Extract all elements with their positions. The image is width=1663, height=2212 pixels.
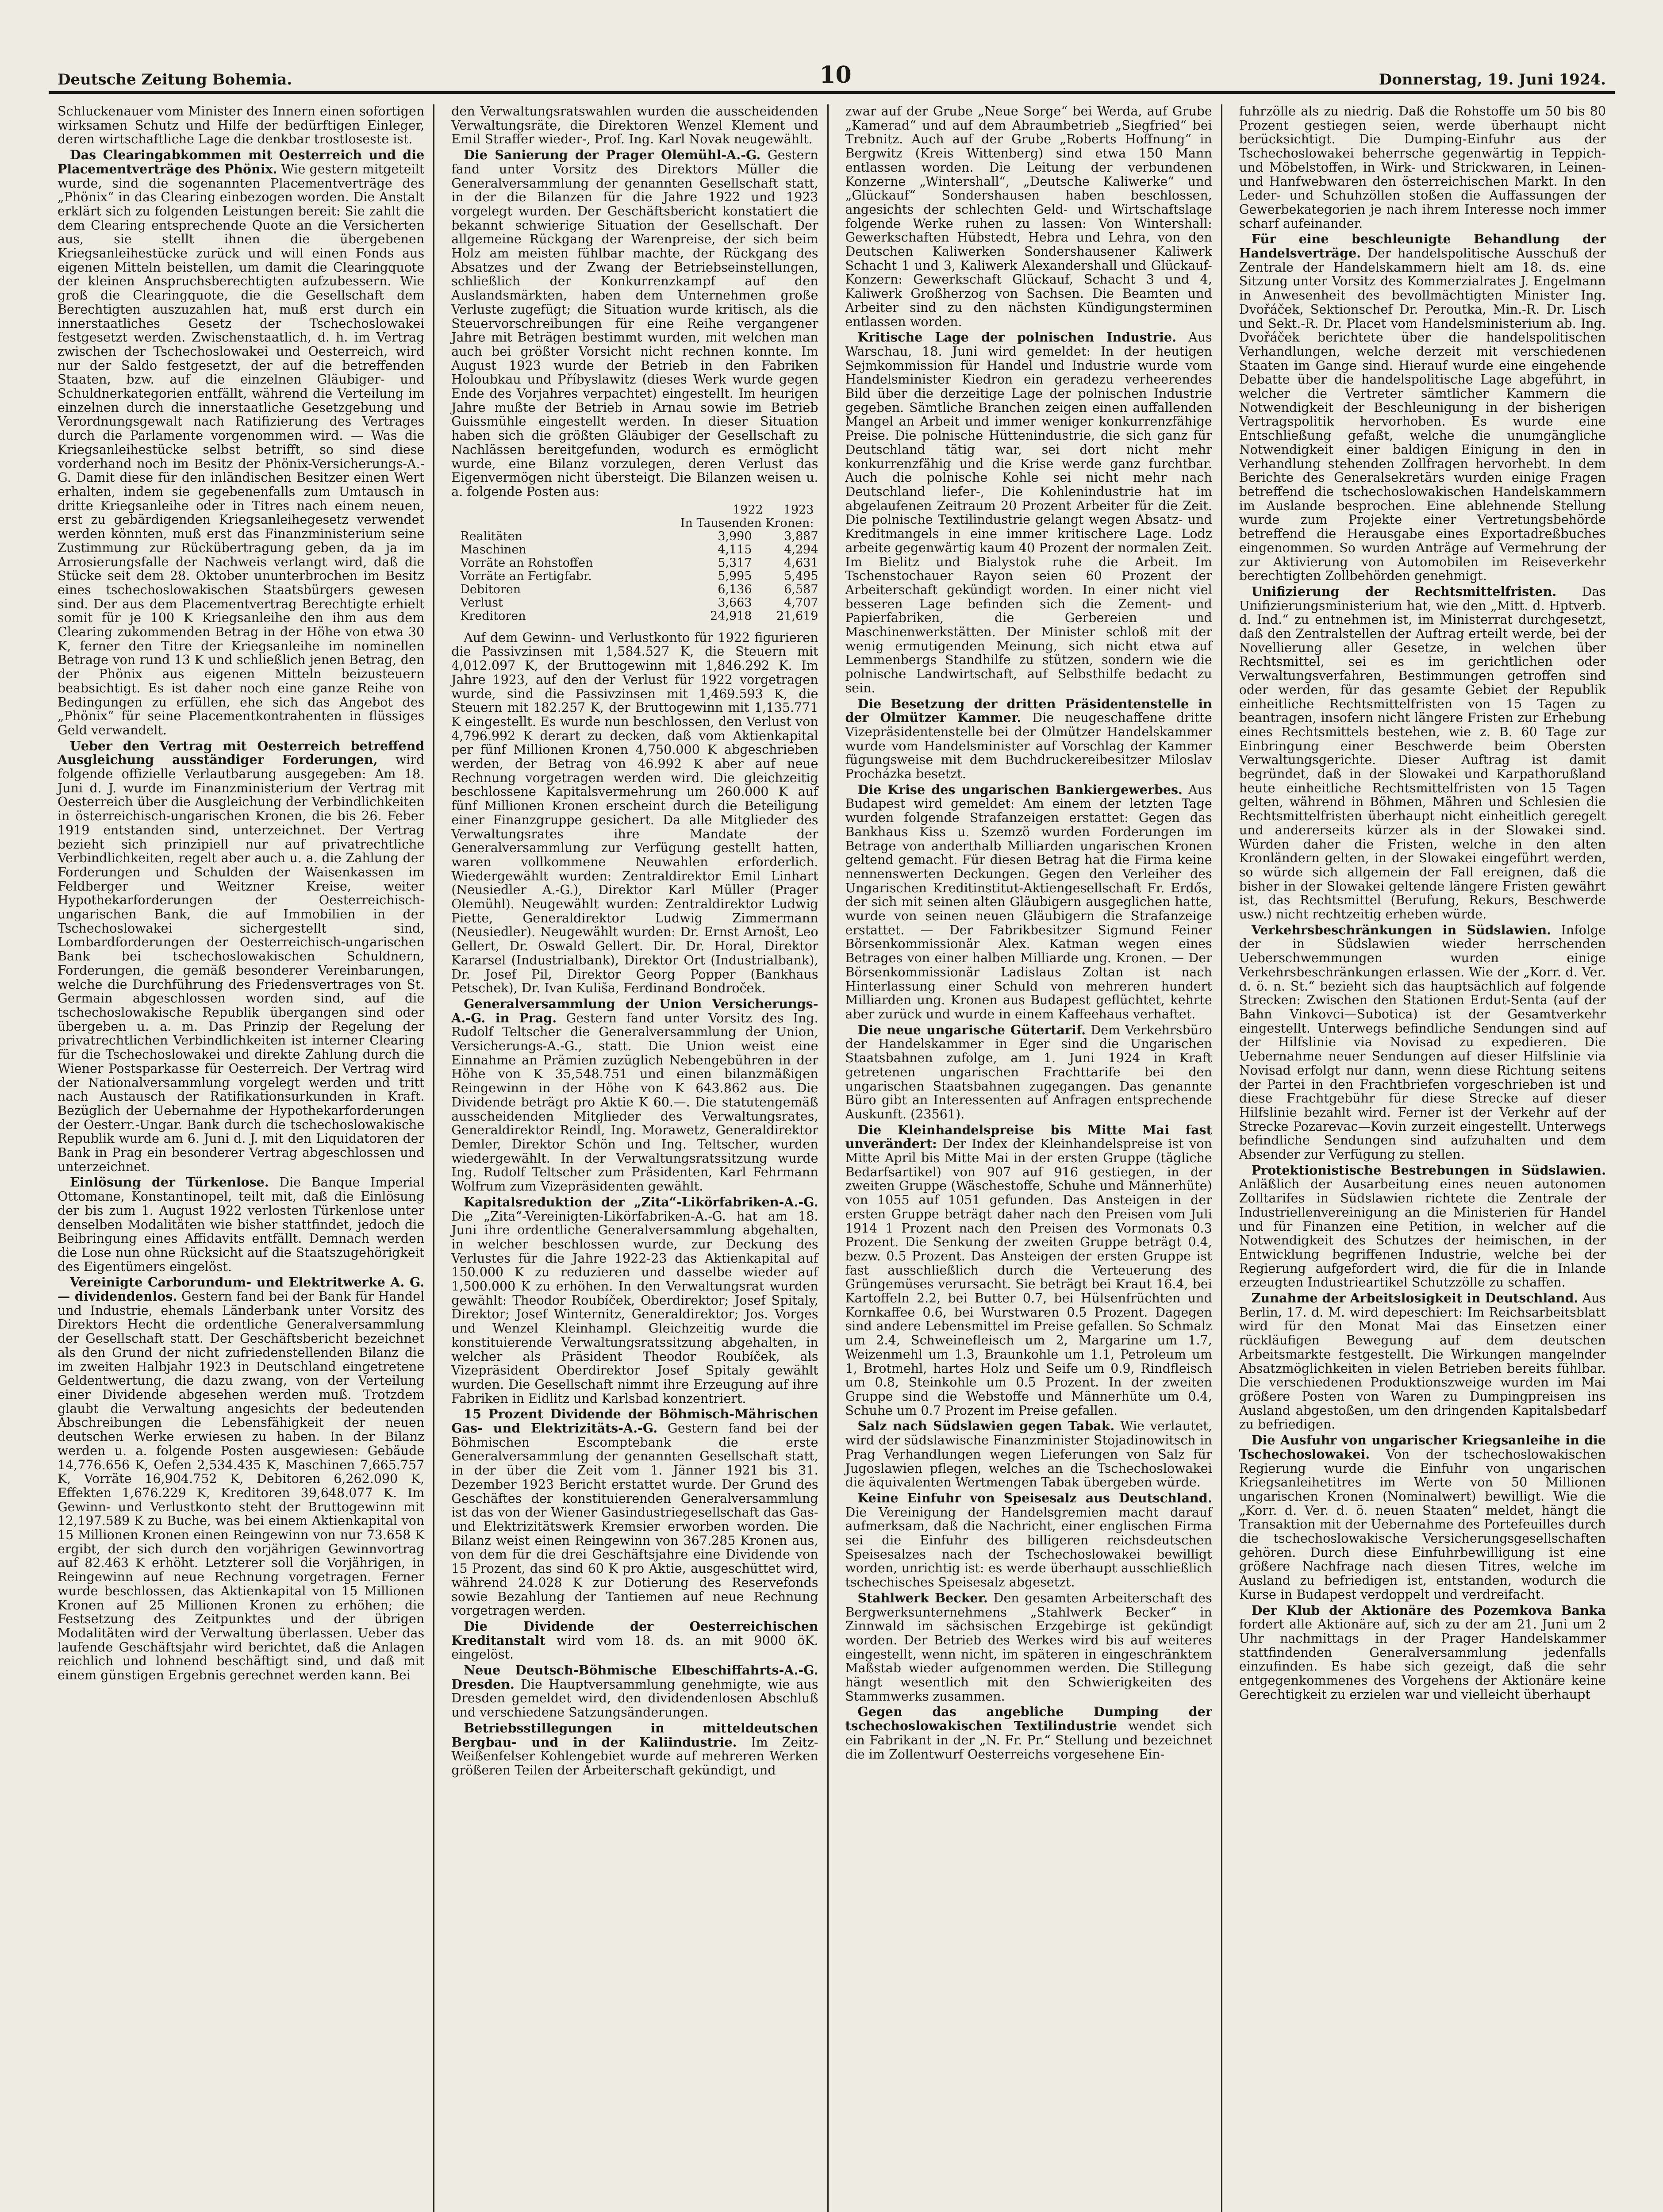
article-heading: Keine Einfuhr von Speisesalz aus Deutschland. [857,1490,1212,1505]
article [845,1023,1212,1121]
article [58,739,424,1174]
balance-row [460,570,818,583]
article-text: fuhrzölle als zu niedrig. Daß die Rohstoffe um 50 bis 80 Prozent gestiegen seien, werde überhaupt nicht berücksichtigt. Die Dumping-Einfuhr aus der Tschechoslowakei beherrsche gegenwärtig in Teppich- und Möbelstoffen, in Wirk- und Strickwaren, in Leinen- und Hanfwebwaren den österreichischen Markt. In den Leder- und Schuhzöllen stoßen die Auffassungen der Gewerbekategorien je nach ihrem Interesse noch immer scharf aufeinander. [1239,104,1606,231]
article-text: Wie verlautet, wird der südslawische Finanzminister Stojadinowitsch in Prag Verhandlungen wegen Lieferungen von Salz für Jugoslawien pflegen, welches an die Tschechoslowakei die äquivalenten Wertmengen Tabak übergeben würde. [845,1419,1212,1490]
article-heading: Der Klub der Aktionäre des Pozemkova Banka [1251,1602,1606,1618]
article [451,1721,818,1778]
page-header [49,49,1615,88]
balance-row [460,530,818,543]
column-2 [442,104,828,2212]
article-heading: Die Kleinhandelspreise bis Mitte Mai fast unverändert: [845,1122,1212,1152]
article [845,1491,1212,1590]
article [845,1419,1212,1490]
article [451,1663,818,1720]
article-text: wendet sich ein Fabrikant in der „N. Fr. Pr.“ Stellung und bezeichnet die im Zollentwurf Oesterreichs vorgesehene Ein- [845,1719,1212,1762]
article-heading: Kapitalsreduktion der „Zita“-Likörfabriken-A.-G. [464,1194,818,1210]
article-text: fordert alle Aktionäre auf, sich zu der am 21. Juni um 2 Uhr nachmittags in der Prager Handelskammer stattfindenden Generalversammlung jedenfalls einzufinden. Es habe sich gezeigt, daß die sehr entgegenkommenes des Vorgehens der Aktionäre keine Gerechtigkeit zu erzielen war und vielleicht überhaupt [1239,1617,1606,1702]
article-heading: Die Krise des ungarischen Bankiergewerbes. [857,782,1183,797]
balance-row-label: Maschinen [460,542,526,557]
article [58,148,424,737]
balance-value-1922: 5,317 [718,556,752,570]
article-heading: Unifizierung der Rechtsmittelfristen. [1251,584,1557,599]
columns [49,104,1615,2212]
balance-value-1923: 4,631 [784,556,818,570]
article-text: Von der tschechoslowakischen Regierung wurde die Einfuhr von ungarischen Kriegsanleihetitres im Werte von 50 Millionen ungarischen Kronen (Nominalwert) bewilligt. Wie die „Korr. d. Ver. d. ö. neuen Staaten“ meldet, hängt die Transaktion mit der Uebernahme des Portefeuilles durch die tschechoslowakische Versicherungsgesellschaften gehören. Durch diese Einfuhrbewilligung ist eine größere Nachfrage nach diesen Titres, welche im Ausland zu befriedigen ist, entstanden, wodurch die Kurse in Budapest verdoppelt und verdreifacht. [1239,1447,1606,1602]
article-text: Gestern fand unter Vorsitz des Direktors Müller die Generalversammlung der genannten Gesellschaft statt, in der die Bilanzen für die Jahre 1922 und 1923 vorgelegt wurden. Der Geschäftsbericht konstatiert die bekannt schwierige Situation der Gesellschaft. Der allgemeine Rückgang der Warenpreise, der sich beim Holz am meisten fühlbar machte, der Rückgang des Absatzes und der Zwang der Betriebseinstellungen, schließlich der Konkurrenzkampf auf den Auslandsmärkten, haben dem Unternehmen große Verluste zugefügt; die Situation wurde kritisch, als die Steuervorschreibungen für eine Reihe vergangener Jahre mit Beträgen bestimmt wurden, mit welchen man auch bei größter Vorsicht nicht rechnen konnte. Im August 1923 wurde der Betrieb in den Fabriken Holoubkau und Příbyslawitz (dieses Werk wurde gegen Ende des Vorjahres verpachtet) eingestellt. Im heurigen Jahre mußte der Betrieb in Arnau sowie im Betrieb Guissmühle eingestellt werden. In dieser Situation haben sich die größten Gläubiger der Gesellschaft zu Nachlässen bereitgefunden, wodurch es ermöglicht wurde, eine Bilanz vorzulegen, deren Verlust das Eigenvermögen nicht übersteigt. Die Bilanzen weisen u. a. folgende Posten aus: [451,148,818,499]
issue-date: Donnerstag, 19. Juni 1924. [1379,71,1606,88]
article-heading: Zunahme der Arbeitslosigkeit in Deutschland. [1251,1290,1579,1306]
balance-table-unit [460,517,818,530]
article-heading: Protektionistische Bestrebungen in Südslawien. [1251,1162,1606,1178]
header-rule [49,91,1615,94]
balance-row [460,583,818,596]
balance-row [460,596,818,610]
article-text: Im Zeitz-Weißenfelser Kohlengebiet wurde auf mehreren Werken größeren Teilen der Arbeiterschaft gekündigt, und [451,1735,818,1778]
paper-name: Deutsche Zeitung Bohemia. [58,71,292,88]
page-number: 10 [819,61,852,88]
article-text: Gestern fand unter Vorsitz des Ing. Rudolf Teltscher die Generalversammlung der Union, Versicherungs-A.-G., statt. Die Union weist eine Einnahme an Prämien zuzüglich Nebengebühren in der Höhe von K 35,548.751 und einen bilanzmäßigen Reingewinn in der Höhe von K 643.862 aus. Die Dividende beträgt pro Aktie K 60.—. Die statutengemäß ausscheidenden Mitglieder des Verwaltungsrates, Generaldirektor Reindl, Ing. Morawetz, Generaldirektor Demler, Direktor Schön und Ing. Teltscher, wurden wiedergewählt. In der Verwaltungsratssitzung wurde Ing. Rudolf Teltscher zum Präsidenten, Karl Fehrmann Wolfrum zum Vizepräsidenten gewählt. [451,1010,818,1194]
article-heading: Einlösung der Türkenlose. [70,1175,269,1190]
balance-row [460,557,818,570]
article-heading: Stahlwerk Becker. [857,1590,988,1605]
article-heading: Vereinigte Carborundum- und Elektritwerke A. G. — dividendenlos. [58,1275,425,1304]
article-text: wird folgende offizielle Verlautbarung ausgegeben: Am 18. Juni d. J. wurde im Finanzministerium der Vertrag mit Oesterreich über die Ausgleichung der Verbindlichkeiten in österreichisch-ungarischen Kronen, die bis 26. Feber 1919 entstanden sind, unterzeichnet. Der Vertrag bezieht sich prinzipiell nur auf privatrechtliche Verbindlichkeiten, regelt aber auch u. a. die Zahlung der Forderungen und Schulden der Waisenkassen im Feldberger und Weitzner Kreise, weiter Hypothekarforderungen der Oesterreichisch-ungarischen Bank, die auf Immobilien in der Tschechoslowakei sichergestellt sind, Lombardforderungen der Oesterreichisch-ungarischen Bank bei tschechoslowakischen Schuldnern, Forderungen, die gemäß besonderer Vereinbarungen, welche die Durchführung des Friedensvertrages von St. Germain abgeschlossen worden sind, auf die tschechoslowakische Republik übergangen sind oder übergeben u. a. m. Das Prinzip der Regelung der privatrechtlichen Verbindlichkeiten ist interner Clearing für die Tschechoslowakei und direkte Zahlung durch die Wiener Postsparkasse für Oesterreich. Der Vertrag wird der Nationalversammlung vorgelegt werden und tritt nach Austausch der Ratifikationsurkunden in Kraft. Bezüglich der Uebernahme der Hypothekarforderungen der Oesterr.-Ungar. Bank durch die tschechoslowakische Republik wurde am 6. Juni d. J. mit den Liquidatoren der Bank in Prag ein besonderer Vertrag abgeschlossen und unterzeichnet. [58,753,425,1174]
article-text: Der Index der Kleinhandelspreise ist von Mitte April bis Mitte Mai in der ersten Gruppe (tägliche Bedarfsartikel) von 907 auf 916 gestiegen, in der zweiten Gruppe (Wäschestoffe, Schuhe und Männerhüte) von 1055 auf 1051 gefunden. Das Ansteigen in der ersten Gruppe beträgt daher nach den Preisen vom Juli 1914 1 Prozent nach den Preisen des Vormonats 0.3 Prozent. Die Senkung der zweiten Gruppe beträgt 0.4, bezw. 0.5 Prozent. Das Ansteigen der ersten Gruppe ist fast ausschließlich durch die Verteuerung des Grüngemüses verursacht. Sie beträgt bei Kraut 16.4, bei Kartoffeln 2.2, bei Butter 0.7, bei Hülsenfrüchten und Kornkaffee 0.6, bei Wurstwaren 0.5 Prozent. Dagegen sind andere Lebensmittel im Preise gefallen. So Schmalz um 2.4, Schweinefleisch um 2, Margarine um 1.7, Weizenmehl um 1.3, Braunkohle um 1.1, Petroleum um 1, Brotmehl, hartes Holz und Seife um 0.9, Rindfleisch um 0.8, Steinkohle um 0.5 Prozent. In der zweiten Gruppe sind die Webstoffe und Männerhüte um 0.4, Schuhe um 0.7 Prozent im Preise gefallen. [845,1137,1212,1418]
article-text: Infolge der in Südslawien wieder herrschenden Ueberschwemmungen wurden einige Verkehrsbeschränkungen erlassen. Wie der „Korr. d. Ver. d. ö. n. St.“ bezieht sich das hauptsächlich auf folgende Strecken: Zwischen den Stationen Erdut-Senta (auf der Bahn Vinkovci—Subotica) ist der Gesamtverkehr eingestellt. Unterwegs befindliche Sendungen sind auf der Hilfslinie via Novisad zu expedieren. Die Uebernahme neuer Sendungen auf dieser Hilfslinie via Novisad erfolgt nur dann, wenn diese Richtung seitens der Partei in den Frachtbriefen vorgeschrieben ist und diese Frachtgebühr für diese Strecke auf dieser Hilfslinie bezahlt wird. Ferner ist der Verkehr auf der Strecke Pozarevac—Kovin zurzeit eingestellt. Unterwegs befindliche Sendungen sind aufzuhalten und dem Absender zur Verfügung zu stellen. [1239,922,1606,1162]
article-text: Aus Budapest wird gemeldet: Am einem der letzten Tage wurden folgende Strafanzeigen erstattet: Gegen das Bankhaus Kiss u. Szemzö wurden Forderungen im Betrage von anderthalb Milliarden ungarischen Kronen geltend gemacht. Für diesen Betrag hat die Firma keine nennenswerten Deckungen. Gegen den Verleiher des Ungarischen Kreditinstitut-Aktiengesellschaft Fr. Erdős, der sich mit seinen alten Gläubigern ausgeglichen hatte, wurde von seinen neuen Gläubigern die Strafanzeige erstattet. — Der Fabrikbesitzer Sigmund Feiner Börsenkommissionär Alex. Katman wegen eines Betrages von einer halben Milliarde ung. Kronen. — Der Börsenkommissionär Ladislaus Zoltan ist nach Hinterlassung einer Schuld von mehreren hundert Milliarden ung. Kronen aus Budapest geflüchtet, kehrte aber zurück und wurde in einem Kaffeehaus verhaftet. [845,782,1212,1022]
article-heading: Kritische Lage der polnischen Industrie. [857,330,1177,345]
article-heading: Gegen das angebliche Dumping der tschechoslowakischen Textilindustrie [845,1704,1212,1734]
balance-value-1923: 4,707 [784,595,818,610]
article-heading: Die Sanierung der Prager Olemühl-A.-G. [464,147,761,163]
article-heading: Die Ausfuhr von ungarischer Kriegsanleihe in die Tschechoslowakei. [1239,1432,1606,1462]
article [845,330,1212,695]
balance-value-1922: 24,918 [710,609,752,623]
balance-value-1922: 6,136 [718,582,752,596]
article [451,148,818,499]
article [845,697,1212,781]
article [1239,232,1606,583]
article [845,1123,1212,1418]
balance-row-label: Vorräte an Rohstoffen [460,556,593,570]
article [845,1705,1212,1761]
balance-row [460,543,818,557]
article-heading: Verkehrsbeschränkungen in Südslawien. [1251,922,1552,937]
article-text: Die Banque Imperial Ottomane, Konstantinopel, teilt mit, daß die Einlösung der bis zum 1. August 1922 verlosten Türkenlose unter denselben Modalitäten wie bisher stattfindet, jedoch die Beibringung eines Affidavits entfällt. Demnach werden die Lose nun ohne Rücksicht auf die Staatszugehörigkeit des Eigentümers eingelöst. [58,1175,425,1274]
article [845,1591,1212,1704]
article [1239,1164,1606,1290]
article-text: Auf dem Gewinn- und Verlustkonto für 1922 figurieren die Passivzinsen mit 1,584.527 K, die Steuern mit 4,012.097 K, der Bruttogewinn mit 1,846.292 K. Im Jahre 1923, auf den der Verlust für 1922 vorgetragen wurde, sind die Passivzinsen mit 1,469.593 K, die Steuern mit 182.257 K, der Bruttogewinn mit 1,135.771 K eingestellt. Es wurde nun beschlossen, den Verlust von 4,796.992 K derart zu decken, daß vom Aktienkapital per fünf Millionen Kronen 4,750.000 K abgeschrieben werden, der Betrag von 46.992 K aber auf neue Rechnung vorgetragen werden wird. Die gleichzeitig beschlossene Kapitalsvermehrung um 260.000 K auf fünf Millionen Kronen erscheint durch die Beteiligung einer Finanzgruppe gesichert. Da alle Mitglieder des Verwaltungsrates ihre Mandate der Generalversammlung zur Verfügung gestellt hatten, waren vollkommene Neuwahlen erforderlich. Wiedergewählt wurden: Zentraldirektor Emil Linhart (Neusiedler A.-G.), Direktor Karl Müller (Prager Olemühl). Neugewählt wurden: Zentraldirektor Ludwig Piette, Generaldirektor Ludwig Zimmermann (Neusiedler). Neugewählt wurden: Dr. Ernst Arnošt, Leo Gellert, Dr. Oswald Gellert. Dir. Dr. Horal, Direktor Kararsel (Industrialbank), Direktor Ort (Industrialbank), Dr. Josef Pil, Direktor Georg Popper (Bankhaus Petschek), Dr. Ivan Kuliša, Ferdinand Bondroček. [451,630,818,996]
unit-label: In Tausenden Kronen: [680,516,814,530]
article-text: Dem Verkehrsbüro der Handelskammer in Eger sind die Ungarischen Staatsbahnen zufolge, am 1. Juni 1924 in Kraft getretenen ungarischen Frachttarife bei den ungarischen Staatsbahnen zugegangen. Das genannte Büro gibt an Interessenten auf Anfragen entsprechende Auskunft. (23561). [845,1022,1212,1121]
balance-table [460,503,818,623]
article [1239,1604,1606,1702]
article-text: Gestern fand bei der Bank für Handel und Industrie, ehemals Länderbank unter Vorsitz des Direktors Hecht die ordentliche Generalversammlung der Gesellschaft statt. Der Geschäftsbericht bezeichnet als den Grund der nicht zufriedenstellenden Bilanz die im zweiten Halbjahr 1923 in Deutschland eingetretene Geldentwertung, die dazu zwang, von der Verteilung einer Dividende abgesehen werden muß. Trotzdem glaubt die Verwaltung angesichts der bedeutenden Abschreibungen die Lebensfähigkeit der neuen deutschen Werke erwiesen zu haben. In der Bilanz werden u. a. folgende Posten ausgewiesen: Gebäude 14,776.656 K, Oefen 2,534.435 K, Maschinen 7,665.757 K, Vorräte 16,904.752 K, Debitoren 6,262.090 K, Effekten 1,676.229 K, Kreditoren 39,648.077 K. Im Gewinn- und Verlustkonto steht der Bruttogewinn mit 12,197.589 K zu Buche, was bei einem Aktienkapital von 15 Millionen Kronen einen Reingewinn von nur 73.658 K ergibt, der sich durch den vorjährigen Gewinnvortrag auf 82.463 K erhöht. Letzterer soll die Vorjährigen, in Reingewinn auf neue Rechnung vorgetragen. Ferner wurde beschlossen, das Aktienkapital von 15 Millionen Kronen auf 25 Millionen Kronen zu erhöhen; die Festsetzung des Zeitpunktes und der übrigen Modalitäten wird der Verwaltung überlassen. Ueber das laufende Geschäftsjahr wird berichtet, daß die Anlagen reichlich und lohnend beschäftigt sind, und daß mit einem günstigen Ergebnis gerechnet werden kann. Bei [58,1289,425,1683]
balance-value-1923: 3,887 [784,529,818,543]
article-text: Der handelspolitische Ausschuß der Zentrale der Handelskammern hielt am 18. ds. eine Sitzung unter Vorsitz des Kommerzialrates J. Engelmann in Anwesenheit des bevollmächtigten Minister Ing. Dvořáček, Sektionschef Dr. Peroutka, Min.-R. Dr. Lisch und Sekt.-R. Dr. Placet vom Handelsministerium ab. Ing. Dvořáček berichtete über die handelspolitischen Verhandlungen, welche derzeit mit verschiedenen Staaten im Gange sind. Hierauf wurde eine eingehende Debatte über die handelspolitische Lage abgeführt, in welcher die Vertreter sämtlicher Kammern die Notwendigkeit der Beschleunigung in der bisherigen Vertragspolitik hervorhoben. Es wurde eine Entschließung gefaßt, welche die unumgängliche Notwendigkeit einer baldigen Einigung in den in Verhandlung stehenden Zollfragen hervorhebt. In dem Berichte des Generalsekretärs wurden einige Fragen betreffend die tschechoslowakischen Handelskammern im Auslande besprochen. Eine ablehnende Stellung wurde zum Projekte einer Vertretungsbehörde betreffend die Herausgabe eines Exportadreßbuches eingenommen. So wurden Anträge auf Vermehrung der zur Aktivierung von Automobilen im Reiseverkehr berechtigten Zollbehörden genehmigt. [1239,246,1606,584]
article [451,997,818,1194]
article-heading: Salz nach Südslawien gegen Tabak. [857,1418,1115,1434]
article-heading: Ueber den Vertrag mit Oesterreich betreffend Ausgleichung ausständiger Forderungen, [58,738,425,768]
article-heading: 15 Prozent Dividende der Böhmisch-Mährischen Gas- und Elektrizitäts-A.-G. [451,1406,818,1436]
article-heading: Die Dividende der Oesterreichischen Kreditanstalt [451,1618,818,1648]
article-heading: Neue Deutsch-Böhmische Elbeschiffahrts-A.-G. Dresden. [451,1663,818,1692]
article [845,783,1212,1022]
balance-row-label: Verlust [460,595,503,610]
balance-value-1922: 3,663 [718,595,752,610]
article [451,1407,818,1618]
balance-row-label: Debitoren [460,582,521,596]
article-heading: Die Besetzung der dritten Präsidentenstelle in der Olmützer Kammer. [845,696,1212,726]
article-heading: Generalversammlung der Union Versicherungs-A.-G. in Prag. [451,996,818,1025]
balance-table-rows [460,530,818,623]
article-heading: Die neue ungarische Gütertarif. [857,1022,1086,1037]
article-text: Aus Berlin, 17. d. M. wird depeschiert: Im Reichsarbeitsblatt wird für den Monat Mai das Einsetzen einer rückläufigen Bewegung auf dem deutschen Arbeitsmarkte festgestellt. Die Wirkungen mangelnder Absatzmöglichkeiten in vielen Betrieben bereits fühlbar. Die verschiedenen Produktionszweige wurden im Mai größere Posten von Waren zu Dumpingpreisen ins Ausland abgestoßen, um den dringenden Kapitalsbedarf zu befriedigen. [1239,1291,1606,1432]
balance-row-label: Kreditoren [460,609,526,623]
article [451,1620,818,1662]
column-3 [837,104,1222,2212]
article [58,1275,424,1682]
article-text: Das Unifizierungsministerium hat, wie den „Mitt. d. Hptverb. d. Ind.“ zu entnehmen ist, im Ministerrat durchgesetzt, daß den Zentralstellen der Auftrag erteilt werde, bei der Novellierung aller Gesetze, in welchen über Rechtsmittel, sei es im gerichtlichen oder Verwaltungsverfahren, Bestimmungen getroffen sind oder werden, für das gesamte Gebiet der Republik einheitliche Rechtsmittelfristen von 15 Tagen zu beantragen, insofern nicht längere Fristen zur Erhebung eines Rechtsmittels bestehen, wie z. B. 60 Tage zur Einbringung einer Beschwerde beim Obersten Verwaltungsgerichte. Dieser Auftrag ist damit begründet, daß in der Slowakei und Karpathorußland heute einheitliche Rechtsmittelfristen von 15 Tagen gelten, während in Böhmen, Mähren und Schlesien die Rechtsmittelfristen überhaupt nicht einheitlich geregelt und andererseits kürzer als in der Slowakei sind. Würden daher die Fristen, welche in den alten Kronländern gelten, in der Slowakei eingeführt werden, so würde sich allgemein der Fall ereignen, daß die bisher in der Slowakei geltende längere Fristen gewährt ist, das Rechtsmittel (Berufung, Rekurs, Beschwerde usw.) nicht rechtzeitig erheben würde. [1239,584,1606,922]
article [1239,585,1606,922]
balance-row-label: Realitäten [460,529,523,543]
article-heading: Betriebsstillegungen in mitteldeutschen Bergbau- und in der Kaliindustrie. [451,1720,818,1750]
balance-value-1923: 5,495 [784,569,818,583]
balance-row [460,610,818,623]
balance-value-1923: 6,587 [784,582,818,596]
article-text: Den gesamten Arbeiterschaft des Bergwerksunternehmens „Stahlwerk Becker“ in Zinnwald im sächsischen Erzgebirge ist gekündigt worden. Der Betrieb des Werkes wird bis auf weiteres eingestellt, wenn nicht, im späteren in eingeschränktem Maßstab wieder aufgenommen werden. Die Stillegung hängt wesentlich mit den Schwierigkeiten des Stammwerks zusammen. [845,1590,1212,1704]
article-text: den Verwaltungsratswahlen wurden die ausscheidenden Verwaltungsräte, die Direktoren Wenzel Klement und Emil Straffer wieder-, Prof. Ing. Karl Novak neugewählt. [451,104,818,147]
article-text: Schluckenauer vom Minister des Innern einen sofortigen wirksamen Schutz und Hilfe der bedürftigen Einleger, deren wirtschaftliche Lage die denkbar trostloseste ist. [58,104,425,147]
article-text: Die Hauptversammlung genehmigte, wie aus Dresden gemeldet wird, den dividendenlosen Abschluß und verschiedene Satzungsänderungen. [451,1677,818,1720]
article [58,1175,424,1274]
article-text: zwar auf der Grube „Neue Sorge“ bei Werda, auf Grube „Kamerad“ und auf dem Abraumbetrieb „Siegfried“ bei Trebnitz. Auch auf der Grube „Roberts Hoffnung“ in Bergwitz (Kreis Wittenberg) sind etwa 150 Mann entlassen worden. Die Leitung der verbundenen Konzerne „Wintershall“, „Deutsche Kaliwerke“ und „Glückauf“ Sondershausen haben beschlossen, angesichts der schlechten Geld- und Wirtschaftslage folgende Werke ruhen zu lassen: Von Wintershall: Gewerkschaften Hübstedt, Hebra und Lehra, von den Deutschen Kaliwerken Sondershausener Kaliwerk Schacht 1 und 3, Kaliwerk Alexandershall und Glückauf-Konzern: Gewerkschaft Glückauf, Schacht 3 und 4, Kaliwerk Großherzog von Sachsen. Die Beamten und Arbeiter sind zu den nächsten Kündigungsterminen entlassen worden. [845,104,1212,329]
article-text: Die „Zita“-Vereinigten-Likörfabriken-A.-G. hat am 18. Juni ihre ordentliche Generalversammlung abgehalten, in welcher beschlossen wurde, zur Deckung des Verlustes für die Jahre 1922-23 das Aktienkapital auf 150.000 K zu reduzieren und dasselbe wieder auf 1,500.000 K zu erhöhen. In den Verwaltungsrat wurden gewählt: Theodor Roubíček, Oberdirektor; Josef Spitaly, Direktor; Josef Winternitz, Generaldirektor; Jos. Vorges und Wenzel Kleinhampl. Gleichzeitig wurde die konstituierende Verwaltungsratssitzung abgehalten, in welcher als Präsident Theodor Roubíček, als Vizepräsident Oberdirektor Josef Spitaly gewählt wurden. Die Gesellschaft nimmt ihre Erzeugung auf ihre Fabriken in Eidlitz und Karlsbad konzentriert. [451,1209,818,1406]
year-1923: 1923 [783,503,814,517]
balance-value-1923: 21,619 [776,609,818,623]
newspaper-page [49,49,1615,2212]
balance-row-label: Vorräte an Fertigfabr. [460,569,592,583]
balance-value-1922: 4,115 [718,542,752,557]
article [451,1195,818,1406]
article-heading: Das Clearingabkommen mit Oesterreich und die Placementverträge des Phönix. [58,147,425,177]
article-text: wird vom 18. ds. an mit 9000 öK. eingelöst. [451,1633,818,1662]
article [1239,1433,1606,1601]
column-1 [49,104,434,2212]
article-heading: Für eine beschleunigte Behandlung der Handelsverträge. [1239,231,1606,261]
column-4 [1230,104,1615,2212]
article-text: Wie gestern mitgeteilt wurde, sind die sogenannten Placementverträge des „Phönix“ in das Clearing einbezogen worden. Die Anstalt erklärt sich zu folgenden Leistungen bereit: Sie zahlt die dem Clearing entsprechende Quote an die Versicherten aus, sie stellt ihnen die übergebenen Kriegsanleihestücke zurück und will einen Fonds aus eigenen Mitteln beistellen, um damit die Clearingquote der kleinen Anspruchsberechtigten aufzubessern. Wie groß die Clearingquote, die die Gesellschaft dem Berechtigten auszuzahlen hat, muß erst durch ein innerstaatliches Gesetz der Tschechoslowakei festgesetzt werden. Zwischenstaatlich, d. h. im Vertrag zwischen der Tschechoslowakei und Oesterreich, wird nur der Saldo festgesetzt, der auf die betreffenden Staaten, bzw. auf die einzelnen Gläubiger- und Schuldnerkategorien entfällt, während die Verteilung im einzelnen durch die innerstaatliche Gesetzgebung und Verordnungsgewalt nach Ratifizierung des Vertrages durch die Parlamente vorgenommen wird. — Was die Kriegsanleihestücke selbst betrifft, so sind diese vorderhand noch im Besitz der Phönix-Versicherungs-A.-G. Damit diese für den inländischen Besitzer einen Wert erhalten, indem sie gegebenenfalls zum Umtausch in dritte Kriegsanleihe oder in Titres nach einem neuen, erst zu gebärdigenden Kriegsanleihegesetz verwendet werden könnten, muß erst das Finanzministerium seine Zustimmung zur Rückübertragung geben, da ja im Arrosierungsfalle der Nachweis verlangt wird, daß die Stücke seit dem 28. Oktober ununterbrochen im Besitz eines tschechoslowakischen Staatsbürgers gewesen sind. Der aus dem Placementvertrag Berechtigte erhielt somit für je 100 K Kriegsanleihe den ihm aus dem Clearing zukommenden Betrag in der Höhe von etwa 30 K, ferner den Titre der Kriegsanleihe im nominellen Betrage von rund 13 K und schließlich jenen Betrag, den der Phönix aus eigenen Mitteln beizusteuern beabsichtigt. Es ist daher noch eine ganze Reihe von Bedingungen zu erfüllen, ehe sich das Angebot des „Phönix“ für seine Placementkontrahenten in flüssiges Geld verwandelt. [58,161,425,737]
article-text: Die Vereinigung der Handelsgremien macht darauf aufmerksam, daß die Nachricht, einer englischen Firma sei die Einfuhr des billigeren reichsdeutschen Speisesalzes nach der Tschechoslowakei bewilligt worden, unrichtig ist: es werde überhaupt ausschließlich tschechisches Speisesalz abgesetzt. [845,1505,1212,1590]
balance-value-1923: 4,294 [784,542,818,557]
article-text: Gestern fand bei der Böhmischen Escomptebank die erste Generalversammlung der genannten Gesellschaft statt, in der über die Zeit vom 1. Jänner 1921 bis 31. Dezember 1923 Bericht erstattet wurde. Der Grund des Geschäftes der konstituierenden Generalversammlung ist das von der Wiener Gasindustriegesellschaft das Gas- und Elektrizitätswerk Kremsier erworben worden. Die Bilanz weist einen Reingewinn von 367.285 Kronen aus, von dem für die drei Geschäftsjahre eine Dividende von 15 Prozent, das sind 60 K pro Aktie, ausgeschüttet wird, während 24.028 K zur Dotierung des Reservefonds sowie Bezahlung der Tantiemen auf neue Rechnung vorgetragen werden. [451,1421,818,1618]
article-text: Anläßlich der Ausarbeitung eines neuen autonomen Zolltarifes in Südslawien richtete die Zentrale der Industriellenvereinigung an die Ministerien für Handel und für Finanzen eine Petition, in welcher auf die Notwendigkeit des Schutzes der heimischen, in der Entwicklung begriffenen Industrie, welche bei der Regierung aufgefordert wird, die für die in Inlande erzeugten Industrieartikel Schutzzölle zu schaffen. [1239,1177,1606,1290]
year-1922: 1922 [733,503,763,517]
article [1239,1291,1606,1432]
article-text: Die neugeschaffene dritte Vizepräsidentenstelle bei der Olmützer Handelskammer wurde vom Handelsminister auf Vorschlag der Kammer fügungsweise mit dem Buchdruckereibesitzer Miloslav Procházka besetzt. [845,710,1212,782]
article-text: Aus Warschau, 18. Juni wird gemeldet: In der heutigen Sejmkommission für Handel und Industrie wurde vom Handelsminister Kiedron ein geradezu verheerendes Bild über die derzeitige Lage der polnischen Industrie gegeben. Sämtliche Branchen zeigen einen auffallenden Mangel an Arbeit und immer weniger konkurrenzfähige Preise. Die polnische Hüttenindustrie, die sich ganz für Deutschland tätig war, sei dort nicht mehr konkurrenzfähig und die Krise werde ganz furchtbar. Auch die polnische Kohle sei nicht mehr nach Deutschland liefer-, Die Kohlenindustrie hat im abgelaufenen Zeitraum 20 Prozent Arbeiter für die Zeit. Die polnische Textilindustrie gelangt wegen Absatz- und Kreditmangels in eine immer kritischere Lage. Lodz arbeite gegenwärtig kaum 40 Prozent der normalen Zeit. Im Bielitz und Bialystok ruhe die Arbeit. Im Tschenstochauer Rayon seien 60 Prozent der Arbeiterschaft gekündigt worden. In einer nicht viel besseren Lage befinden sich die Zement- und Papierfabriken, die Gerbereien und Maschinenwerkstätten. Der Minister schloß mit der wenig ermutigenden Meinung, sich nicht etwa auf Lemmenbergs Standhilfe zu stützen, sondern wie die polnische Landwirtschaft, auf Selbsthilfe bedacht zu sein. [845,330,1212,695]
balance-table-years [460,503,818,517]
balance-value-1922: 3,990 [718,529,752,543]
balance-value-1922: 5,995 [718,569,752,583]
article [1239,923,1606,1162]
